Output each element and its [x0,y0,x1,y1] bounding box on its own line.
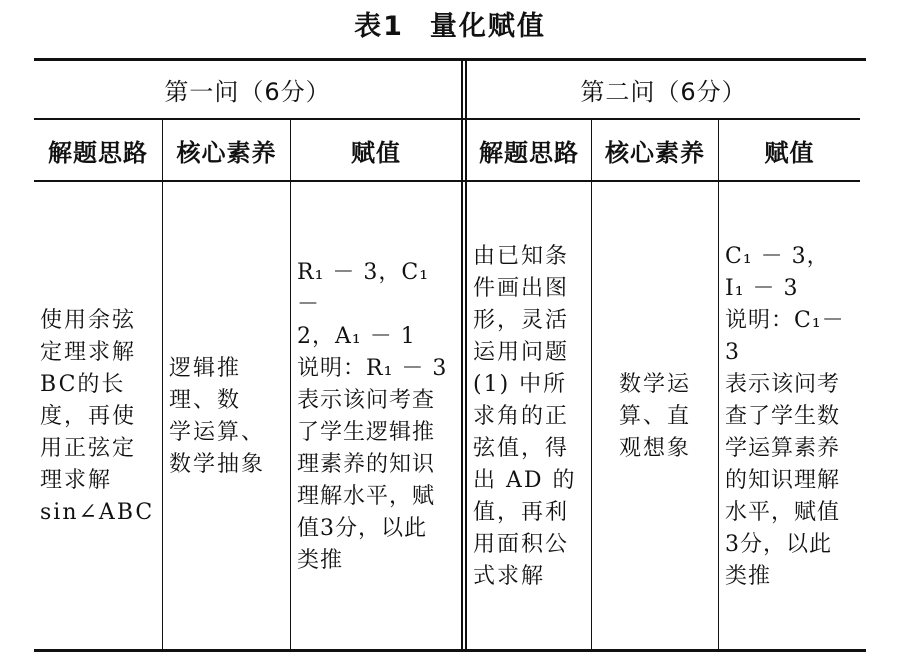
col-header-p2-approach: 解题思路 [479,138,579,167]
text-line: 数学抽象 [169,452,266,477]
text-line: 求角的正 [473,404,570,429]
text-line: 件画出图 [473,276,570,301]
text-line: 值3分，以此 [297,516,427,541]
text-line: 度，再使 [40,404,137,429]
text-line: 运用问题 [473,340,570,365]
text-line: 2，A₁ － 1 [297,324,416,349]
text-line: 学运算素养 [725,436,841,461]
col-header-p1-literacy: 核心素养 [176,138,277,167]
text-line: 了学生逻辑推 [297,420,436,445]
text-line: 类推 [725,564,772,589]
text-line: 水平，赋值 [725,500,841,525]
text-line: (1) 中所 [473,372,568,397]
col-header-p2-literacy: 核心素养 [605,138,705,167]
col-header-p2-score: 赋值 [764,138,815,167]
text-line: 理素养的知识 [297,452,436,477]
cell-p2-literacy [592,182,718,652]
text-line: 类推 [297,548,344,573]
text-line: 逻辑推 [169,356,242,381]
text-line: 理解水平，赋 [297,484,436,509]
text-line: 由已知条 [473,244,570,269]
col-header-p1-score: 赋值 [351,138,401,167]
text-line: 学运算、 [169,420,266,445]
text-line: I₁ － 3 [725,276,799,301]
text-line: 观想象 [618,436,691,461]
text-line: 用正弦定 [40,436,137,461]
text-line: 弦值，得 [473,436,570,461]
score-table [34,58,866,652]
text-line: 数学运 [618,372,691,397]
col-divider-mid-a [461,61,463,652]
text-line: C₁ － 3， [725,244,830,269]
text-line: 的知识理解 [725,468,841,493]
text-line: 定理求解 [40,340,137,365]
cell-p1-approach [34,182,162,652]
text-line: BC的长 [40,372,126,397]
col-header-p1-approach: 解题思路 [48,138,148,167]
text-line: 理、数 [169,388,242,413]
text-line: 式求解 [473,564,546,589]
text-line: 说明：R₁ － 3 [297,356,448,381]
text-line: 表示该问考查 [297,388,436,413]
cell-p1-score [291,182,461,652]
text-line: 理求解 [40,468,113,493]
table-title [0,4,900,43]
text-line: 3分，以此 [725,532,832,557]
text-line: 说明：C₁－3 [725,308,845,365]
cell-p2-score [719,182,860,652]
cell-p2-approach [467,182,591,652]
part1-header: 第一问（6分） [164,78,331,106]
text-line: R₁ － 3，C₁ － [297,260,430,317]
table-number: 表1 [354,11,404,42]
text-line: 查了学生数 [725,404,841,429]
text-line: 出 AD 的 [473,468,577,493]
table-caption: 量化赋值 [429,11,546,42]
text-line: 表示该问考 [725,372,841,397]
text-line: 形，灵活 [473,308,570,333]
text-line: 用面积公 [473,532,570,557]
text-line: sin∠ABC [40,500,155,525]
text-line: 值，再利 [473,500,570,525]
cell-p1-literacy [163,182,290,652]
text-line: 算、直 [618,404,691,429]
part2-header: 第二问（6分） [580,78,747,106]
text-line: 使用余弦 [40,308,137,333]
